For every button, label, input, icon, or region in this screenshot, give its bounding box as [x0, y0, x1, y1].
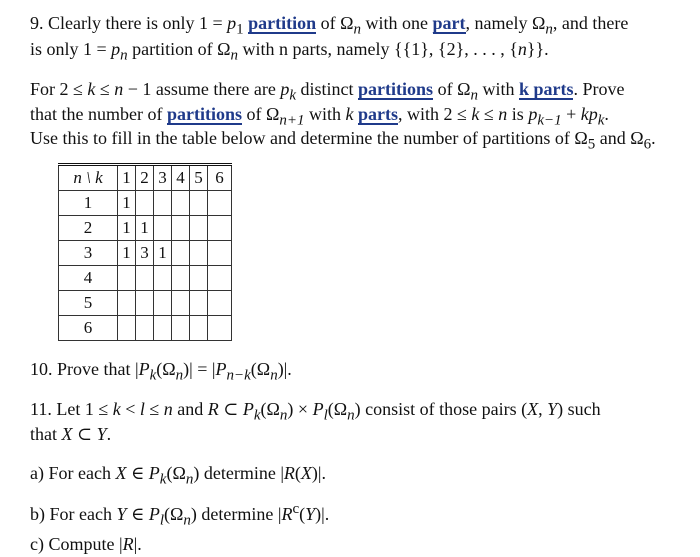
- problem11-part-b: b) For each Y ∈ $P_l(\Omega_n)$ determine $|R^c(Y)|$.: [30, 501, 330, 529]
- table-cell[interactable]: [208, 216, 232, 241]
- k-parts-link[interactable]: k parts: [518, 79, 574, 99]
- problem9-line4: that the number of partitions of $\Omega_{n+1}$ with k parts, with 2 ≤ k ≤ n is $p_{k-1} + kp_k$.: [30, 104, 609, 129]
- partitions-link-2[interactable]: partitions: [166, 104, 242, 124]
- table-col-header: 3: [154, 165, 172, 191]
- table-col-header: 4: [172, 165, 190, 191]
- table-cell[interactable]: [190, 191, 208, 216]
- table-cell[interactable]: [172, 191, 190, 216]
- partitions-link[interactable]: partitions: [358, 79, 434, 99]
- problem9-line5: Use this to fill in the table below and determine the number of partitions of $\Omega_5$ and $\Omega_6$.: [30, 128, 656, 153]
- table-row: [59, 216, 232, 241]
- problem10-line: 10. Prove that $|P_k(\Omega_n)| = |P_{n-k}(\Omega_n)|$.: [30, 359, 292, 384]
- table-cell[interactable]: [118, 266, 136, 291]
- table-cell[interactable]: [172, 241, 190, 266]
- table-row-header: 5: [59, 291, 118, 316]
- table-cell[interactable]: [118, 316, 136, 341]
- problem11-line2: that X ⊂ Y.: [30, 424, 112, 444]
- table-cell[interactable]: [172, 266, 190, 291]
- table-row-header: 3: [59, 241, 118, 266]
- table-col-header: 1: [118, 165, 136, 191]
- table-row-header: 4: [59, 266, 118, 291]
- part-link[interactable]: part: [432, 13, 466, 33]
- table-cell[interactable]: [190, 266, 208, 291]
- table-cell[interactable]: [208, 241, 232, 266]
- table-cell[interactable]: [136, 316, 154, 341]
- table-cell[interactable]: [154, 191, 172, 216]
- problem9-line2: is only $1 = p_n$ partition of $\Omega_n$ with n parts, namely {{1}, {2}, . . . , {n}}.: [30, 39, 549, 64]
- table-cell[interactable]: [190, 216, 208, 241]
- table-cell[interactable]: [190, 291, 208, 316]
- table-corner: n \ k: [59, 165, 118, 191]
- table-row: [59, 266, 232, 291]
- table-cell[interactable]: [208, 291, 232, 316]
- table-cell[interactable]: 1: [118, 216, 136, 241]
- table-row: [59, 191, 232, 216]
- table-cell[interactable]: [154, 216, 172, 241]
- table-cell[interactable]: 1: [136, 216, 154, 241]
- table-cell[interactable]: 3: [136, 241, 154, 266]
- table-cell[interactable]: [136, 266, 154, 291]
- table-cell[interactable]: [154, 316, 172, 341]
- table-row-header: 2: [59, 216, 118, 241]
- table-col-header: 5: [190, 165, 208, 191]
- table-cell[interactable]: [136, 191, 154, 216]
- table-col-header: 6: [208, 165, 232, 191]
- table-row-header: 6: [59, 316, 118, 341]
- table-header-row: [59, 165, 232, 191]
- table-cell[interactable]: 1: [118, 191, 136, 216]
- table-cell[interactable]: [154, 291, 172, 316]
- partition-table: [58, 163, 232, 341]
- table-row: [59, 241, 232, 266]
- table-cell[interactable]: [208, 266, 232, 291]
- table-cell[interactable]: 1: [118, 241, 136, 266]
- table-cell[interactable]: [172, 216, 190, 241]
- table-cell[interactable]: [208, 316, 232, 341]
- problem11-line1: 11. Let 1 ≤ k < l ≤ n and R ⊂ $P_k(\Omega_n) \times P_l(\Omega_n)$ consist of those pairs (X, Y) such: [30, 399, 601, 424]
- table-cell[interactable]: 1: [154, 241, 172, 266]
- table-row: [59, 291, 232, 316]
- table-row-header: 1: [59, 191, 118, 216]
- problem9-line1: 9. Clearly there is only $1 = p_1$ partition of $\Omega_n$ with one part, namely $\Omega_n$, and there: [30, 13, 629, 38]
- problem9-line3: For 2 ≤ k ≤ n − 1 assume there are $p_k$ distinct partitions of $\Omega_n$ with k parts. Prove: [30, 79, 625, 104]
- table-row: [59, 316, 232, 341]
- partition-link[interactable]: partition: [248, 13, 317, 33]
- table-cell[interactable]: [190, 316, 208, 341]
- table-col-header: 2: [136, 165, 154, 191]
- table-cell[interactable]: [118, 291, 136, 316]
- table-cell[interactable]: [208, 191, 232, 216]
- problem11-part-a: a) For each X ∈ $P_k(\Omega_n)$ determine |R(X)|.: [30, 463, 327, 488]
- table-cell[interactable]: [190, 241, 208, 266]
- table-cell[interactable]: [154, 266, 172, 291]
- problem11-part-c: c) Compute |R|.: [30, 534, 142, 554]
- table-cell[interactable]: [172, 316, 190, 341]
- table-cell[interactable]: [172, 291, 190, 316]
- table-cell[interactable]: [136, 291, 154, 316]
- parts-link[interactable]: parts: [358, 104, 399, 124]
